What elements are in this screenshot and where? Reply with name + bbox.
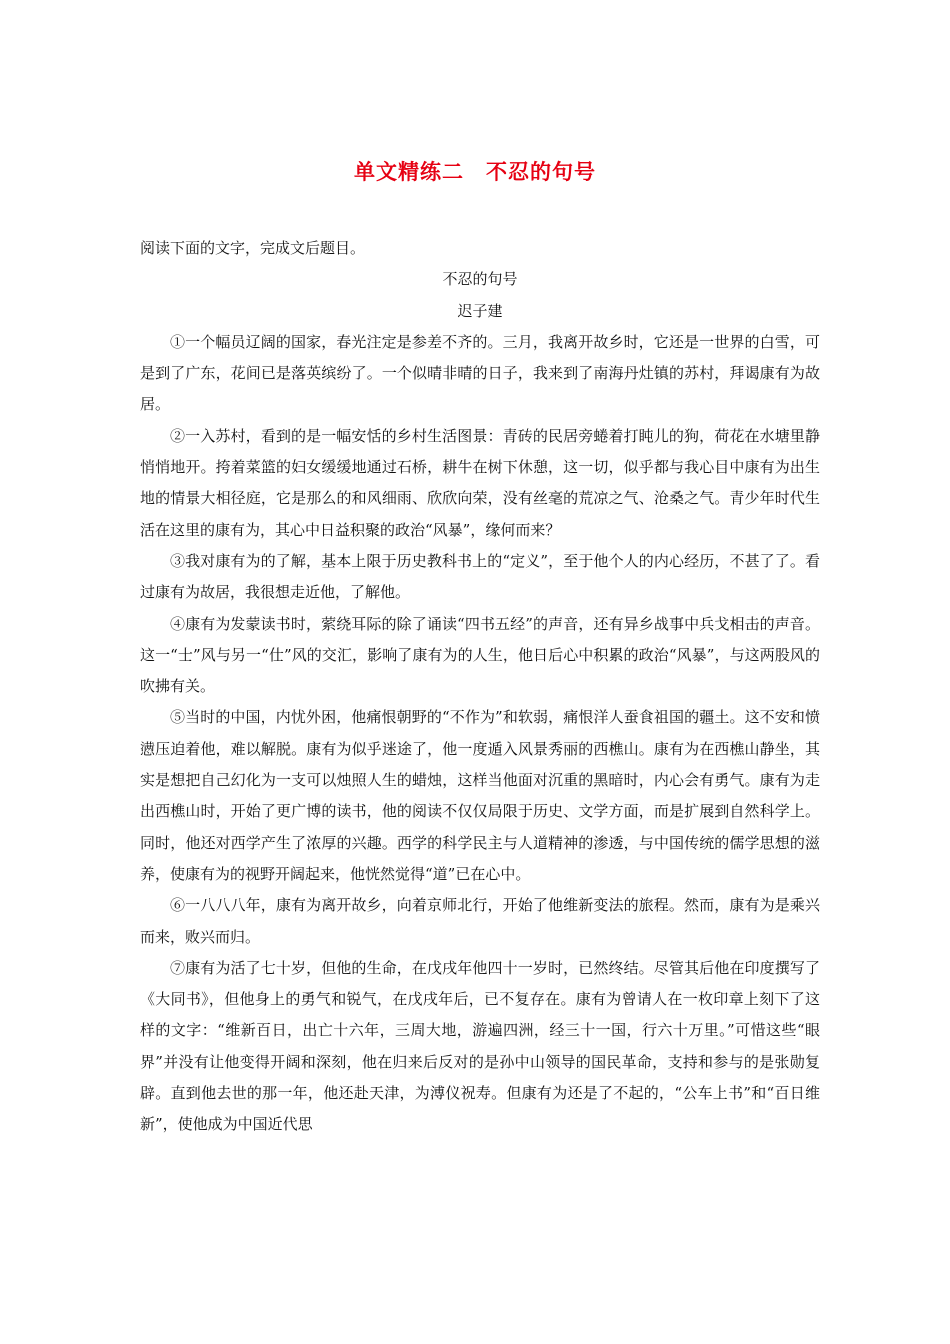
paragraph-5: ⑤当时的中国，内忧外困，他痛恨朝野的“不作为”和软弱，痛恨洋人蚕食祖国的疆土。这不安和愤懑压迫着他，难以解脱。康有为似乎迷途了，他一度遁入风景秀丽的西樵山。康有为在西樵山静坐，其实是想把自己幻化为一支可以烛照人生的蜡烛，这样当他面对沉重的黑暗时，内心会有勇气。康有为走出西樵山时，开始了更广博的读书，他的阅读不仅仅局限于历史、文学方面，而是扩展到自然科学上。同时，他还对西学产生了浓厚的兴趣。西学的科学民主与人道精神的渗透，与中国传统的儒学思想的滋养，使康有为的视野开阔起来，他恍然觉得“道”已在心中。 <box>140 708 820 883</box>
article-author: 迟子建 <box>457 301 503 320</box>
section-title: 单文精练二 不忍的句号 <box>354 160 596 184</box>
paragraph-7: ⑦康有为活了七十岁，但他的生命，在戊戌年他四十一岁时，已然终结。尽管其后他在印度撰写了《大同书》，但他身上的勇气和锐气，在戊戌年后，已不复存在。康有为曾请人在一枚印章上刻下了这样的文字：“维新百日，出亡十六年，三周大地，游遍四洲，经三十一国，行六十万里。”可惜这些“眼界”并没有让他变得开阔和深刻，他在归来后反对的是孙中山领导的国民革命，支持和参与的是张勋复辟。直到他去世的那一年，他还赴天津，为溥仪祝寿。但康有为还是了不起的，“公车上书”和“百日维新”，使他成为中国近代思 <box>140 958 820 1134</box>
reading-instruction: 阅读下面的文字，完成文后题目。 <box>140 239 366 257</box>
paragraph-2: ②一入苏村，看到的是一幅安恬的乡村生活图景：青砖的民居旁蜷着打盹儿的狗，荷花在水塘里静悄悄地开。挎着菜篮的妇女缓缓地通过石桥，耕牛在树下休憩，这一切，似乎都与我心目中康有为出生地的情景大相径庭，它是那么的和风细雨、欣欣向荣，没有丝毫的荒凉之气、沧桑之气。青少年时代生活在这里的康有为，其心中日益积聚的政治“风暴”，缘何而来？ <box>140 426 820 539</box>
paragraph-1: ①一个幅员辽阔的国家，春光注定是参差不齐的。三月，我离开故乡时，它还是一世界的白雪，可是到了广东，花间已是落英缤纷了。一个似晴非晴的日子，我来到了南海丹灶镇的苏村，拜谒康有为故居。 <box>140 332 820 414</box>
article-title: 不忍的句号 <box>442 270 518 289</box>
paragraph-4: ④康有为发蒙读书时，萦绕耳际的除了诵读“四书五经”的声音，还有异乡战事中兵戈相击的声音。这一“士”风与另一“仕”风的交汇，影响了康有为的人生，他日后心中积累的政治“风暴”，与这两股风的吹拂有关。 <box>140 614 820 696</box>
paragraph-6: ⑥一八八八年，康有为离开故乡，向着京师北行，开始了他维新变法的旅程。然而，康有为是乘兴而来，败兴而归。 <box>140 896 820 946</box>
document-body <box>140 233 820 1141</box>
paragraph-3: ③我对康有为的了解，基本上限于历史教科书上的“定义”，至于他个人的内心经历，不甚了了。看过康有为故居，我很想走近他，了解他。 <box>140 551 820 602</box>
